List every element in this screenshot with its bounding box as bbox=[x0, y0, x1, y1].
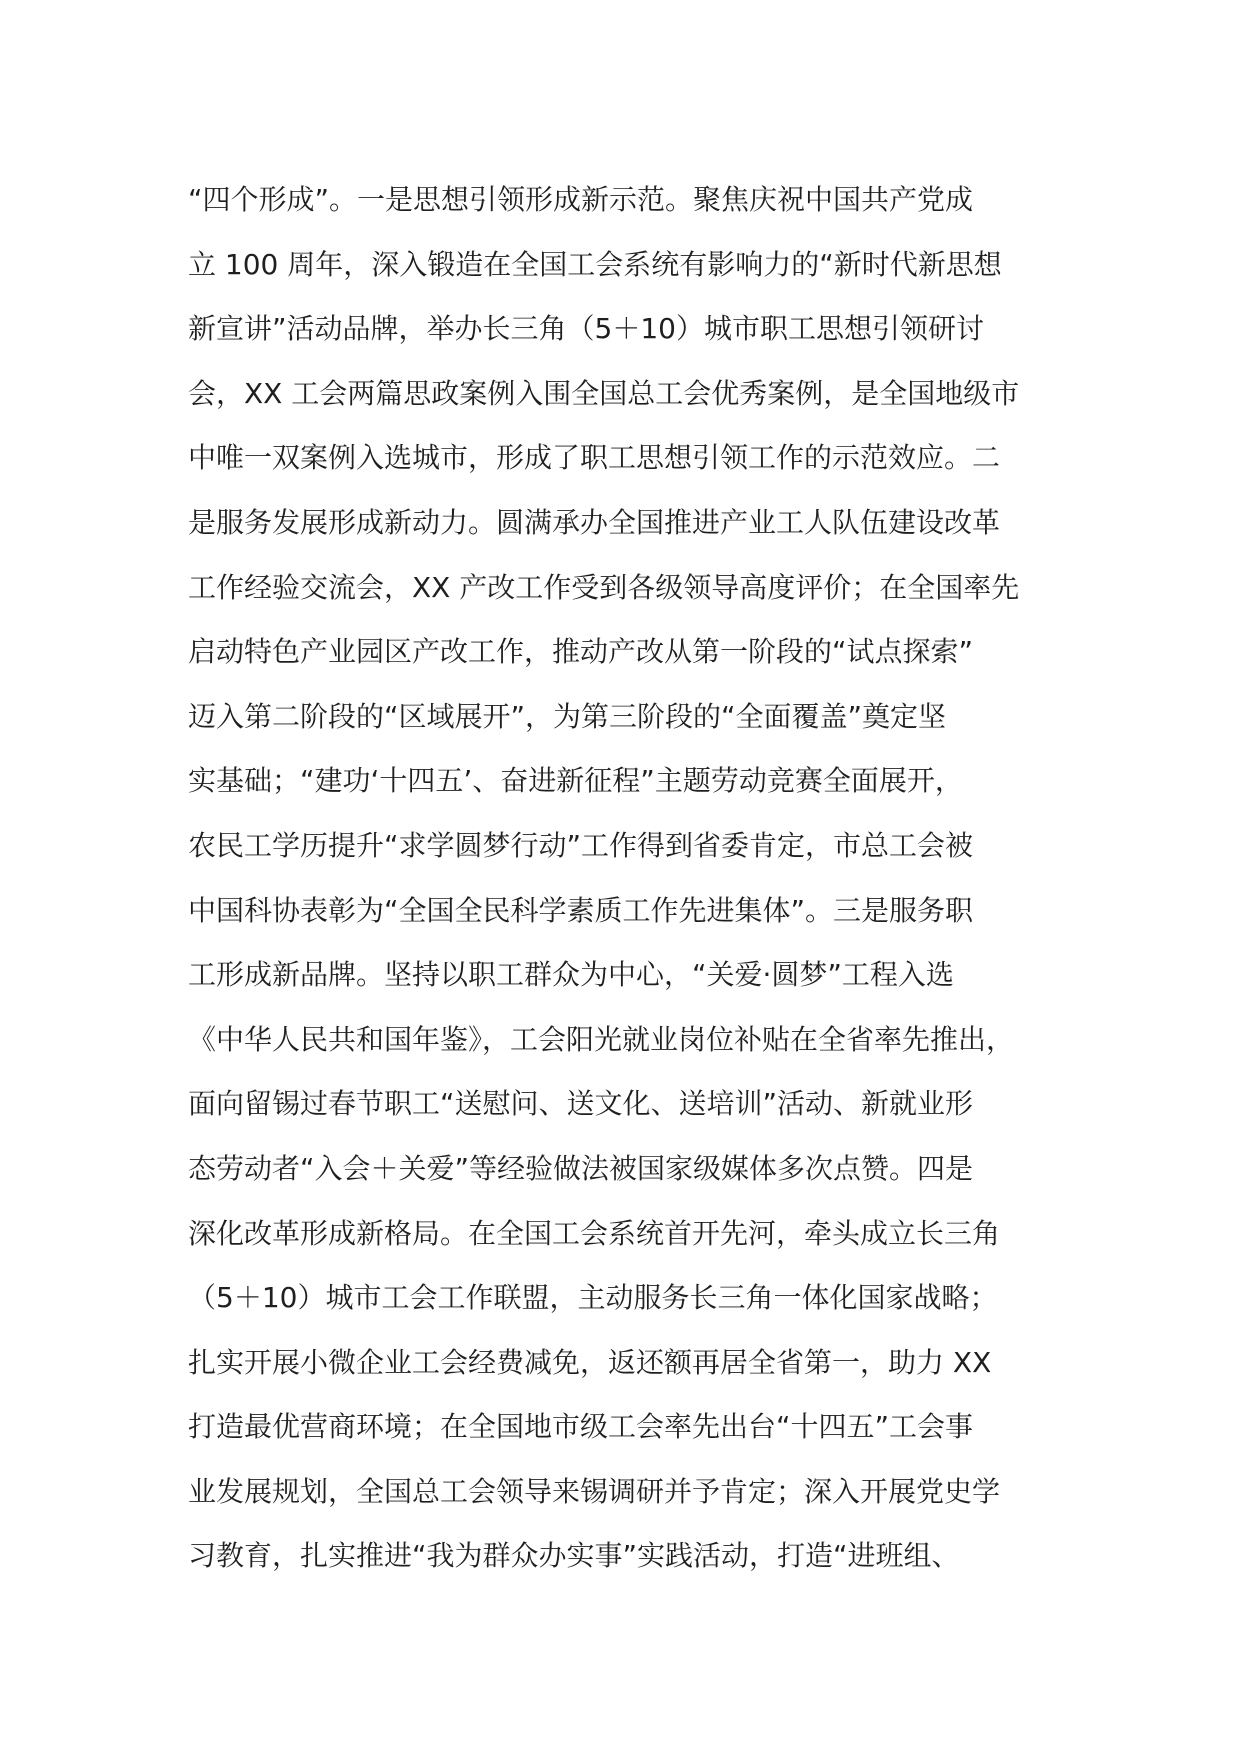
text-line: 扎实开展小微企业工会经费减免，返还额再居全省第一，助力 XX bbox=[188, 1345, 992, 1379]
text-line: 工作经验交流会，XX 产改工作受到各级领导高度评价；在全国率先 bbox=[188, 570, 1020, 604]
text-line: 新宣讲”活动品牌，举办长三角（5＋10）城市职工思想引领研讨 bbox=[188, 312, 984, 346]
text-line: 深化改革形成新格局。在全国工会系统首开先河，牵头成立长三角 bbox=[188, 1216, 1001, 1250]
text-line: 中唯一双案例入选城市，形成了职工思想引领工作的示范效应。二 bbox=[188, 441, 1001, 475]
text-line: 《中华人民共和国年鉴》，工会阳光就业岗位补贴在全省率先推出， bbox=[188, 1022, 1015, 1056]
text-line: （5＋10）城市工会工作联盟，主动服务长三角一体化国家战略； bbox=[188, 1281, 998, 1315]
text-line: 会，XX 工会两篇思政案例入围全国总工会优秀案例，是全国地级市 bbox=[188, 376, 1020, 410]
text-line: 习教育，扎实推进“我为群众办实事”实践活动，打造“进班组、 bbox=[188, 1539, 960, 1573]
text-line: 迈入第二阶段的“区域展开”，为第三阶段的“全面覆盖”奠定坚 bbox=[188, 699, 947, 733]
text-line: 打造最优营商环境；在全国地市级工会率先出台“十四五”工会事 bbox=[188, 1410, 974, 1444]
text-line: 面向留锡过春节职工“送慰问、送文化、送培训”活动、新就业形 bbox=[188, 1087, 974, 1121]
text-line: 立 100 周年，深入锻造在全国工会系统有影响力的“新时代新思想 bbox=[188, 247, 1002, 281]
text-line: 态劳动者“入会＋关爱”等经验做法被国家级媒体多次点赞。四是 bbox=[188, 1151, 974, 1185]
body-paragraph bbox=[188, 168, 1068, 1589]
text-line: 工形成新品牌。坚持以职工群众为中心，“关爱·圆梦”工程入选 bbox=[188, 958, 954, 992]
text-line: 启动特色产业园区产改工作，推动产改从第一阶段的“试点探索” bbox=[188, 635, 974, 669]
text-line: 是服务发展形成新动力。圆满承办全国推进产业工人队伍建设改革 bbox=[188, 505, 1001, 539]
text-line: 业发展规划，全国总工会领导来锡调研并予肯定；深入开展党史学 bbox=[188, 1474, 1001, 1508]
text-line: “四个形成”。一是思想引领形成新示范。聚焦庆祝中国共产党成 bbox=[188, 183, 974, 216]
text-line: 农民工学历提升“求学圆梦行动”工作得到省委肯定，市总工会被 bbox=[188, 828, 974, 862]
text-line: 中国科协表彰为“全国全民科学素质工作先进集体”。三是服务职 bbox=[188, 893, 974, 927]
text-line: 实基础；“建功‘十四五’、奋进新征程”主题劳动竞赛全面展开， bbox=[188, 764, 963, 798]
